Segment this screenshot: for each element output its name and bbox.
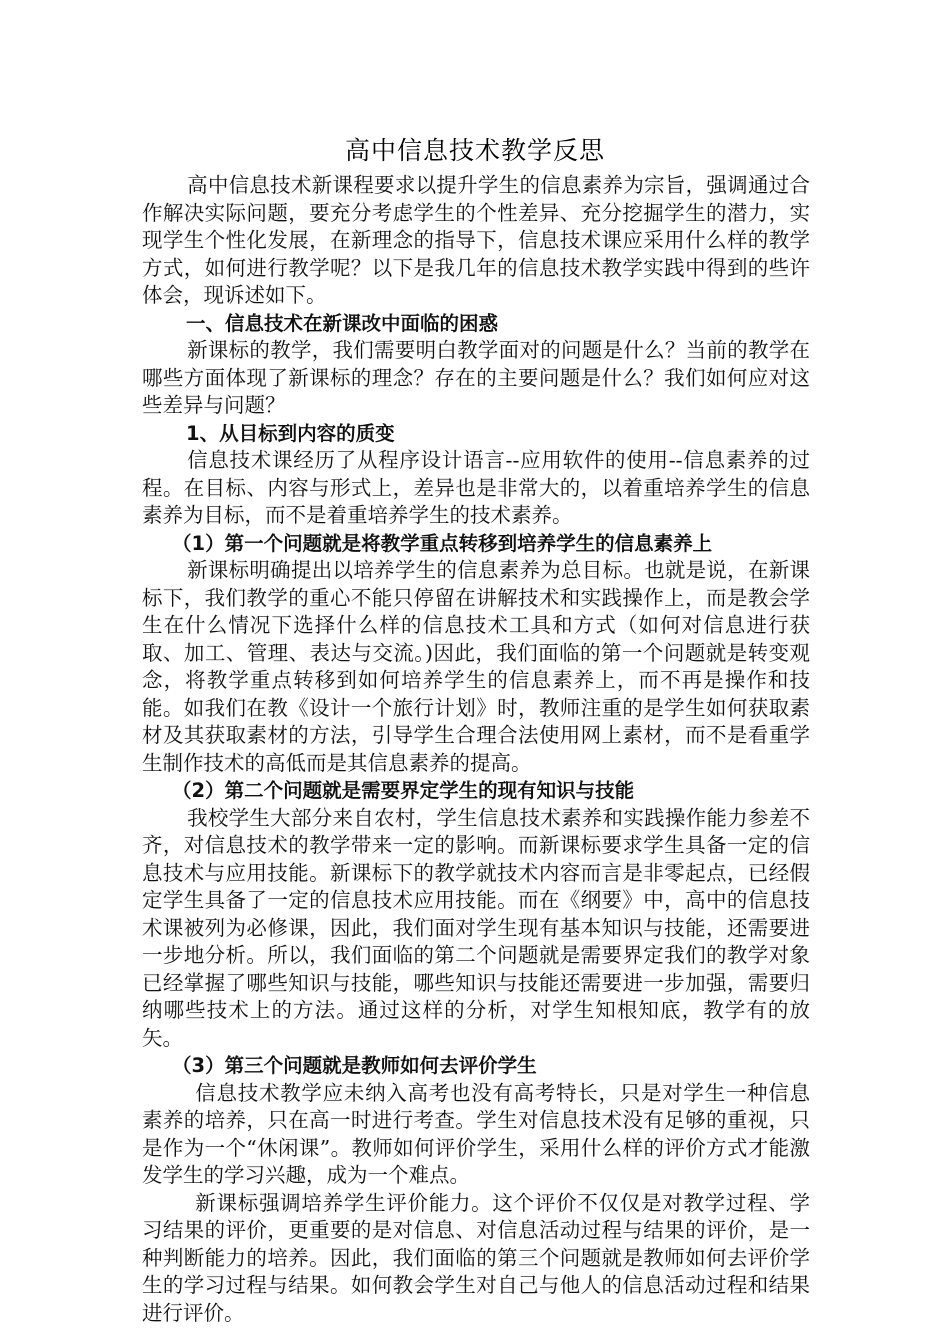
point2-paragraph: 我校学生大部分来自农村，学生信息技术素养和实践操作能力参差不齐，对信息技术的教学带来一定的影响。而新课标要求学生具备一定的信息技术与应用技能。新课标下的教学就技术内容而言是非零起点，已经假定学生具备了一定的信息技术应用技能。而在《纲要》中，高中的信息技术课被列为必修课，因此，我们面对学生现有基本知识与技能，还需要进一步地分析。所以，我们面临的第二个问题就是需要界定我们的教学对象已经掌握了哪些知识与技能，哪些知识与技能还需要进一步加强，需要归纳哪些技术上的方法。通过这样的分析，对学生知根知底，教学有的放矢。 <box>142 805 810 1050</box>
subsection1-paragraph: 信息技术课经历了从程序设计语言--应用软件的使用--信息素养的过程。在目标、内容与形式上，差异也是非常大的，以着重培养学生的信息素养为目标，而不是着重培养学生的技术素养。 <box>142 448 810 527</box>
point1-paragraph: 新课标明确提出以培养学生的信息素养为总目标。也就是说，在新课标下，我们教学的重心不能只停留在讲解技术和实践操作上，而是教会学生在什么情况下选择什么样的信息技术工具和方式（如何对信息进行获取、加工、管理、表达与交流。)因此，我们面临的第一个问题就是转变观念，将教学重点转移到如何培养学生的信息素养上，而不再是操作和技能。如我们在教《设计一个旅行计划》时，教师注重的是学生如何获取素材及其获取素材的方法，引导学生合理合法使用网上素材，而不是看重学生制作技术的高低而是其信息素养的提高。 <box>142 558 810 775</box>
point1-heading: （1）第一个问题就是将教学重点转移到培养学生的信息素养上 <box>172 531 713 555</box>
section1-heading: 一、信息技术在新课改中面临的困惑 <box>186 311 499 335</box>
point2-heading: （2）第二个问题就是需要界定学生的现有知识与技能 <box>172 779 635 802</box>
document-body <box>142 172 810 1327</box>
section1-paragraph: 新课标的教学，我们需要明白教学面对的问题是什么？当前的教学在哪些方面体现了新课标的理念？存在的主要问题是什么？我们如何应对这些差异与问题？ <box>142 338 810 417</box>
intro-paragraph: 高中信息技术新课程要求以提升学生的信息素养为宗旨，强调通过合作解决实际问题，要充分考虑学生的个性差异、充分挖掘学生的潜力，实现学生个性化发展，在新理念的指导下，信息技术课应采用什么样的教学方式，如何进行教学呢？以下是我几年的信息技术教学实践中得到的些许体会，现诉述如下。 <box>142 173 810 307</box>
document-title: 高中信息技术教学反思 <box>344 136 605 165</box>
subsection1-heading: 1、从目标到内容的质变 <box>186 421 395 445</box>
point3-paragraph-1: 信息技术教学应未纳入高考也没有高考特长，只是对学生一种信息素养的培养，只在高一时进行考查。学生对信息技术没有足够的重视，只是作为一个“休闲课”。教师如何评价学生，采用什么样的评价方式才能激发学生的学习兴趣，成为一个难点。 <box>142 1080 810 1187</box>
point3-heading: （3）第三个问题就是教师如何去评价学生 <box>172 1054 537 1077</box>
point3-paragraph-2: 新课标强调培养学生评价能力。这个评价不仅仅是对教学过程、学习结果的评价，更重要的是对信息、对信息活动过程与结果的评价，是一种判断能力的培养。因此，我们面临的第三个问题就是教师如何去评价学生的学习过程与结果。如何教会学生对自己与他人的信息活动过程和结果进行评价。 <box>142 1190 810 1325</box>
